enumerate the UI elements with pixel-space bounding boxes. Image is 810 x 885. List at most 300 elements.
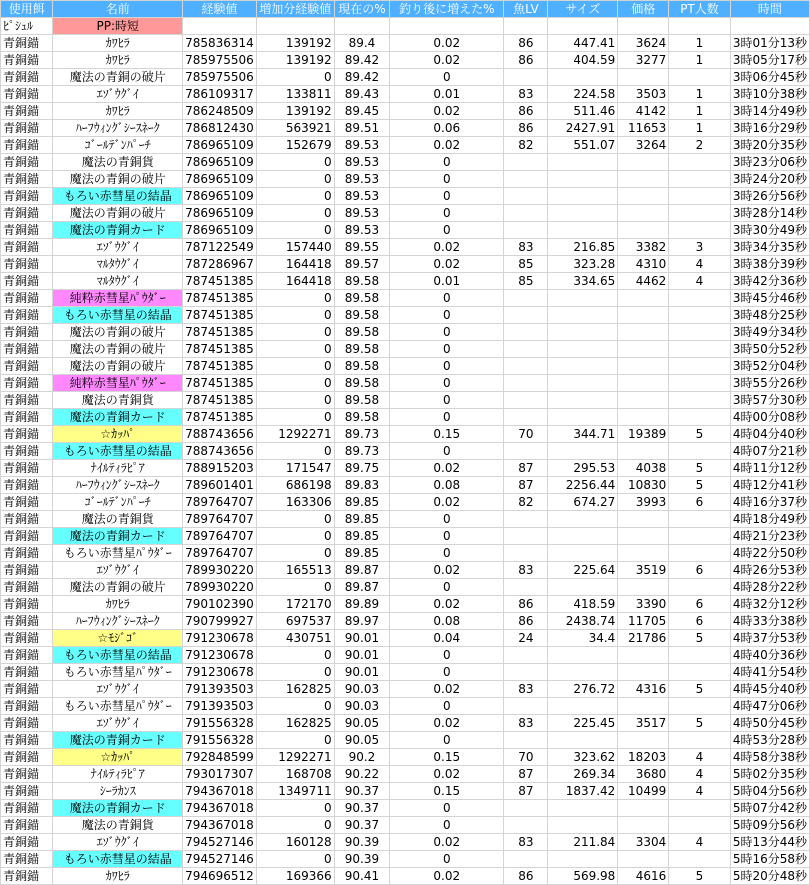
current-pct-cell[interactable]: 90.2 <box>334 749 390 766</box>
increase-pct-cell[interactable]: 0.15 <box>390 783 504 800</box>
size-cell[interactable] <box>548 205 618 222</box>
exp-cell[interactable]: 787451385 <box>183 290 257 307</box>
increase-pct-cell[interactable]: 0 <box>390 409 504 426</box>
bait-cell[interactable]: 青銅錨 <box>1 426 53 443</box>
size-cell[interactable] <box>548 409 618 426</box>
pt-count-cell[interactable] <box>669 171 731 188</box>
price-cell[interactable]: 3624 <box>618 35 669 52</box>
exp-cell[interactable]: 788915203 <box>183 460 257 477</box>
pt-count-cell[interactable] <box>669 324 731 341</box>
header-fish-lv[interactable]: 魚LV <box>504 1 548 18</box>
price-cell[interactable] <box>618 205 669 222</box>
current-pct-cell[interactable]: 89.58 <box>334 375 390 392</box>
time-cell[interactable]: 5時16分58秒 <box>730 851 809 868</box>
gain-exp-cell[interactable]: 139192 <box>256 35 334 52</box>
price-cell[interactable]: 21786 <box>618 630 669 647</box>
time-cell[interactable]: 3時49分34秒 <box>730 324 809 341</box>
increase-pct-cell[interactable]: 0.02 <box>390 52 504 69</box>
fish-lv-cell[interactable]: 83 <box>504 681 548 698</box>
time-cell[interactable]: 5時07分42秒 <box>730 800 809 817</box>
size-cell[interactable] <box>548 69 618 86</box>
increase-pct-cell[interactable]: 0.08 <box>390 477 504 494</box>
size-cell[interactable] <box>548 732 618 749</box>
current-pct-cell[interactable]: 89.85 <box>334 511 390 528</box>
increase-pct-cell[interactable]: 0 <box>390 800 504 817</box>
pt-count-cell[interactable]: 1 <box>669 103 731 120</box>
name-cell[interactable]: ｼｰﾗｶﾝｽ <box>53 783 183 800</box>
time-cell[interactable]: 3時50分52秒 <box>730 341 809 358</box>
bait-cell[interactable]: 青銅錨 <box>1 35 53 52</box>
exp-cell[interactable]: 792848599 <box>183 749 257 766</box>
fish-lv-cell[interactable] <box>504 222 548 239</box>
gain-exp-cell[interactable]: 0 <box>256 358 334 375</box>
price-cell[interactable] <box>618 409 669 426</box>
gain-exp-cell[interactable]: 0 <box>256 341 334 358</box>
time-cell[interactable]: 3時26分56秒 <box>730 188 809 205</box>
increase-pct-cell[interactable]: 0 <box>390 528 504 545</box>
bait-cell[interactable]: 青銅錨 <box>1 698 53 715</box>
increase-pct-cell[interactable]: 0 <box>390 188 504 205</box>
bait-cell[interactable]: 青銅錨 <box>1 834 53 851</box>
time-cell[interactable]: 3時38分39秒 <box>730 256 809 273</box>
increase-pct-cell[interactable]: 0.04 <box>390 630 504 647</box>
bait-cell[interactable]: 青銅錨 <box>1 647 53 664</box>
pt-count-cell[interactable]: 5 <box>669 681 731 698</box>
price-cell[interactable] <box>618 392 669 409</box>
increase-pct-cell[interactable]: 0 <box>390 290 504 307</box>
increase-pct-cell[interactable]: 0 <box>390 732 504 749</box>
fish-lv-cell[interactable] <box>504 341 548 358</box>
fish-lv-cell[interactable]: 24 <box>504 630 548 647</box>
gain-exp-cell[interactable]: 172170 <box>256 596 334 613</box>
name-cell[interactable]: ﾊｰﾌｳｨﾝｸﾞｼｰｽﾈｰｸ <box>53 477 183 494</box>
size-cell[interactable] <box>548 443 618 460</box>
time-cell[interactable]: 5時04分56秒 <box>730 783 809 800</box>
gain-exp-cell[interactable]: 171547 <box>256 460 334 477</box>
fish-lv-cell[interactable]: 82 <box>504 494 548 511</box>
bait-cell[interactable]: 青銅錨 <box>1 562 53 579</box>
table-cell[interactable] <box>548 18 618 35</box>
name-cell[interactable]: ｶﾜﾋﾗ <box>53 868 183 885</box>
pt-count-cell[interactable] <box>669 205 731 222</box>
size-cell[interactable]: 344.71 <box>548 426 618 443</box>
size-cell[interactable]: 224.58 <box>548 86 618 103</box>
bait-cell[interactable]: 青銅錨 <box>1 868 53 885</box>
price-cell[interactable] <box>618 358 669 375</box>
time-cell[interactable]: 4時53分28秒 <box>730 732 809 749</box>
exp-cell[interactable]: 794696512 <box>183 868 257 885</box>
header-exp[interactable]: 経験値 <box>183 1 257 18</box>
size-cell[interactable] <box>548 290 618 307</box>
increase-pct-cell[interactable]: 0 <box>390 698 504 715</box>
increase-pct-cell[interactable]: 0 <box>390 392 504 409</box>
header-gain-exp[interactable]: 増加分経験値 <box>256 1 334 18</box>
current-pct-cell[interactable]: 89.58 <box>334 290 390 307</box>
bait-cell[interactable]: 青銅錨 <box>1 851 53 868</box>
pt-count-cell[interactable]: 5 <box>669 426 731 443</box>
exp-cell[interactable]: 794527146 <box>183 834 257 851</box>
current-pct-cell[interactable]: 90.37 <box>334 800 390 817</box>
bait-cell[interactable]: 青銅錨 <box>1 392 53 409</box>
increase-pct-cell[interactable]: 0 <box>390 307 504 324</box>
time-cell[interactable]: 4時50分45秒 <box>730 715 809 732</box>
name-cell[interactable]: 魔法の青銅カード <box>53 409 183 426</box>
name-cell[interactable]: ﾊｰﾌｳｨﾝｸﾞｼｰｽﾈｰｸ <box>53 120 183 137</box>
table-cell[interactable] <box>618 18 669 35</box>
bait-cell[interactable]: 青銅錨 <box>1 307 53 324</box>
fish-lv-cell[interactable] <box>504 324 548 341</box>
pt-count-cell[interactable]: 4 <box>669 256 731 273</box>
time-cell[interactable]: 4時00分08秒 <box>730 409 809 426</box>
name-cell[interactable]: 魔法の青銅の破片 <box>53 205 183 222</box>
size-cell[interactable]: 276.72 <box>548 681 618 698</box>
pt-count-cell[interactable]: 2 <box>669 137 731 154</box>
pt-count-cell[interactable] <box>669 443 731 460</box>
pt-count-cell[interactable]: 1 <box>669 120 731 137</box>
exp-cell[interactable]: 793017307 <box>183 766 257 783</box>
current-pct-cell[interactable]: 90.05 <box>334 715 390 732</box>
fish-lv-cell[interactable]: 83 <box>504 562 548 579</box>
size-cell[interactable] <box>548 528 618 545</box>
current-pct-cell[interactable]: 90.39 <box>334 834 390 851</box>
pt-count-cell[interactable]: 5 <box>669 715 731 732</box>
fish-lv-cell[interactable] <box>504 545 548 562</box>
time-cell[interactable]: 3時23分06秒 <box>730 154 809 171</box>
name-cell[interactable]: ﾏﾙﾀｳｸﾞｲ <box>53 273 183 290</box>
fish-lv-cell[interactable] <box>504 69 548 86</box>
price-cell[interactable]: 3304 <box>618 834 669 851</box>
exp-cell[interactable]: 794367018 <box>183 817 257 834</box>
header-increase-pct[interactable]: 釣り後に増えた% <box>390 1 504 18</box>
fish-lv-cell[interactable] <box>504 171 548 188</box>
exp-cell[interactable]: 786965109 <box>183 222 257 239</box>
name-cell[interactable]: ﾅｲﾙﾃｨﾗﾋﾟｱ <box>53 460 183 477</box>
price-cell[interactable] <box>618 222 669 239</box>
fish-lv-cell[interactable]: 83 <box>504 86 548 103</box>
fish-lv-cell[interactable] <box>504 698 548 715</box>
name-cell[interactable]: ｴｿﾞｳｸﾞｲ <box>53 715 183 732</box>
time-cell[interactable]: 3時45分46秒 <box>730 290 809 307</box>
size-cell[interactable] <box>548 851 618 868</box>
gain-exp-cell[interactable]: 0 <box>256 307 334 324</box>
gain-exp-cell[interactable]: 0 <box>256 290 334 307</box>
pt-count-cell[interactable]: 6 <box>669 562 731 579</box>
bait-cell[interactable]: 青銅錨 <box>1 732 53 749</box>
name-cell[interactable]: ｶﾜﾋﾗ <box>53 596 183 613</box>
gain-exp-cell[interactable]: 0 <box>256 800 334 817</box>
header-price[interactable]: 価格 <box>618 1 669 18</box>
name-cell[interactable]: ｴｿﾞｳｸﾞｲ <box>53 681 183 698</box>
table-cell[interactable] <box>730 18 809 35</box>
fish-lv-cell[interactable]: 82 <box>504 137 548 154</box>
increase-pct-cell[interactable]: 0 <box>390 324 504 341</box>
current-pct-cell[interactable]: 90.39 <box>334 851 390 868</box>
size-cell[interactable]: 323.62 <box>548 749 618 766</box>
bait-cell[interactable]: 青銅錨 <box>1 222 53 239</box>
gain-exp-cell[interactable]: 164418 <box>256 273 334 290</box>
gain-exp-cell[interactable]: 0 <box>256 375 334 392</box>
name-cell[interactable]: 魔法の青銅カード <box>53 528 183 545</box>
fish-lv-cell[interactable]: 86 <box>504 596 548 613</box>
price-cell[interactable] <box>618 579 669 596</box>
exp-cell[interactable]: 786965109 <box>183 188 257 205</box>
gain-exp-cell[interactable]: 697537 <box>256 613 334 630</box>
size-cell[interactable]: 569.98 <box>548 868 618 885</box>
gain-exp-cell[interactable]: 0 <box>256 647 334 664</box>
exp-cell[interactable]: 787451385 <box>183 324 257 341</box>
name-cell[interactable]: ｶﾜﾋﾗ <box>53 103 183 120</box>
name-cell[interactable]: もろい赤彗星の結晶 <box>53 647 183 664</box>
pt-count-cell[interactable]: 4 <box>669 273 731 290</box>
time-cell[interactable]: 3時52分04秒 <box>730 358 809 375</box>
gain-exp-cell[interactable]: 0 <box>256 579 334 596</box>
name-cell[interactable]: もろい赤彗星の結晶 <box>53 307 183 324</box>
time-cell[interactable]: 3時06分45秒 <box>730 69 809 86</box>
current-pct-cell[interactable]: 89.53 <box>334 171 390 188</box>
name-cell[interactable]: 魔法の青銅カード <box>53 800 183 817</box>
size-cell[interactable] <box>548 324 618 341</box>
pt-count-cell[interactable]: 4 <box>669 766 731 783</box>
gain-exp-cell[interactable]: 0 <box>256 171 334 188</box>
current-pct-cell[interactable]: 90.37 <box>334 783 390 800</box>
gain-exp-cell[interactable]: 163306 <box>256 494 334 511</box>
exp-cell[interactable]: 787122549 <box>183 239 257 256</box>
name-cell[interactable]: ﾏﾙﾀｳｸﾞｲ <box>53 256 183 273</box>
time-cell[interactable]: 4時37分53秒 <box>730 630 809 647</box>
price-cell[interactable]: 4616 <box>618 868 669 885</box>
bait-cell[interactable]: 青銅錨 <box>1 154 53 171</box>
size-cell[interactable] <box>548 375 618 392</box>
price-cell[interactable] <box>618 69 669 86</box>
gain-exp-cell[interactable]: 168708 <box>256 766 334 783</box>
pt-count-cell[interactable] <box>669 69 731 86</box>
current-pct-cell[interactable]: 89.53 <box>334 188 390 205</box>
name-cell[interactable]: 魔法の青銅の破片 <box>53 171 183 188</box>
current-pct-cell[interactable]: 89.58 <box>334 324 390 341</box>
table-cell[interactable] <box>669 18 731 35</box>
time-cell[interactable]: 4時58分38秒 <box>730 749 809 766</box>
price-cell[interactable] <box>618 443 669 460</box>
current-pct-cell[interactable]: 90.22 <box>334 766 390 783</box>
time-cell[interactable]: 4時22分50秒 <box>730 545 809 562</box>
current-pct-cell[interactable]: 89.85 <box>334 545 390 562</box>
exp-cell[interactable]: 794367018 <box>183 800 257 817</box>
current-pct-cell[interactable]: 90.01 <box>334 630 390 647</box>
time-cell[interactable]: 3時01分13秒 <box>730 35 809 52</box>
price-cell[interactable] <box>618 528 669 545</box>
time-cell[interactable]: 4時41分54秒 <box>730 664 809 681</box>
increase-pct-cell[interactable]: 0.02 <box>390 137 504 154</box>
gain-exp-cell[interactable]: 139192 <box>256 103 334 120</box>
exp-cell[interactable]: 787451385 <box>183 375 257 392</box>
increase-pct-cell[interactable]: 0.02 <box>390 681 504 698</box>
time-cell[interactable]: 4時04分40秒 <box>730 426 809 443</box>
fish-lv-cell[interactable]: 87 <box>504 460 548 477</box>
increase-pct-cell[interactable]: 0 <box>390 154 504 171</box>
exp-cell[interactable]: 790102390 <box>183 596 257 613</box>
fish-lv-cell[interactable] <box>504 647 548 664</box>
price-cell[interactable] <box>618 698 669 715</box>
bait-cell[interactable]: 青銅錨 <box>1 749 53 766</box>
current-pct-cell[interactable]: 89.4 <box>334 35 390 52</box>
name-cell[interactable]: ｶﾜﾋﾗ <box>53 35 183 52</box>
bait-cell[interactable]: 青銅錨 <box>1 596 53 613</box>
size-cell[interactable] <box>548 154 618 171</box>
pt-count-cell[interactable] <box>669 528 731 545</box>
exp-cell[interactable]: 786965109 <box>183 137 257 154</box>
current-pct-cell[interactable]: 89.45 <box>334 103 390 120</box>
exp-cell[interactable]: 789930220 <box>183 562 257 579</box>
pt-count-cell[interactable] <box>669 664 731 681</box>
gain-exp-cell[interactable]: 1349711 <box>256 783 334 800</box>
time-cell[interactable]: 4時45分40秒 <box>730 681 809 698</box>
increase-pct-cell[interactable]: 0 <box>390 443 504 460</box>
name-cell[interactable]: ｶﾜﾋﾗ <box>53 52 183 69</box>
pt-count-cell[interactable]: 5 <box>669 477 731 494</box>
exp-cell[interactable]: 786812430 <box>183 120 257 137</box>
pt-count-cell[interactable]: 5 <box>669 868 731 885</box>
exp-cell[interactable]: 791230678 <box>183 664 257 681</box>
pt-count-cell[interactable] <box>669 307 731 324</box>
size-cell[interactable] <box>548 800 618 817</box>
price-cell[interactable]: 3680 <box>618 766 669 783</box>
fish-lv-cell[interactable] <box>504 732 548 749</box>
price-cell[interactable] <box>618 545 669 562</box>
header-current-pct[interactable]: 現在の% <box>334 1 390 18</box>
current-pct-cell[interactable]: 90.05 <box>334 732 390 749</box>
name-cell[interactable]: 魔法の青銅の破片 <box>53 358 183 375</box>
size-cell[interactable] <box>548 358 618 375</box>
bait-cell[interactable]: 青銅錨 <box>1 239 53 256</box>
time-cell[interactable]: 4時47分06秒 <box>730 698 809 715</box>
price-cell[interactable]: 3390 <box>618 596 669 613</box>
table-cell[interactable] <box>504 18 548 35</box>
name-cell[interactable]: ﾅｲﾙﾃｨﾗﾋﾟｱ <box>53 766 183 783</box>
exp-cell[interactable]: 786248509 <box>183 103 257 120</box>
name-cell[interactable]: 魔法の青銅の破片 <box>53 69 183 86</box>
header-time[interactable]: 時間 <box>730 1 809 18</box>
exp-cell[interactable]: 786965109 <box>183 171 257 188</box>
pt-count-cell[interactable]: 6 <box>669 494 731 511</box>
exp-cell[interactable]: 794367018 <box>183 783 257 800</box>
time-cell[interactable]: 3時55分26秒 <box>730 375 809 392</box>
name-cell[interactable]: もろい赤彗星ﾊﾟｳﾀﾞｰ <box>53 698 183 715</box>
name-cell[interactable]: ☆ｶｯﾊﾟ <box>53 749 183 766</box>
price-cell[interactable] <box>618 664 669 681</box>
current-pct-cell[interactable]: 89.53 <box>334 222 390 239</box>
price-cell[interactable]: 4038 <box>618 460 669 477</box>
price-cell[interactable] <box>618 154 669 171</box>
current-pct-cell[interactable]: 89.42 <box>334 69 390 86</box>
current-pct-cell[interactable]: 89.87 <box>334 579 390 596</box>
price-cell[interactable] <box>618 647 669 664</box>
bait-cell[interactable]: 青銅錨 <box>1 375 53 392</box>
size-cell[interactable] <box>548 307 618 324</box>
size-cell[interactable]: 511.46 <box>548 103 618 120</box>
gain-exp-cell[interactable]: 157440 <box>256 239 334 256</box>
current-pct-cell[interactable]: 89.83 <box>334 477 390 494</box>
fish-lv-cell[interactable] <box>504 205 548 222</box>
fish-lv-cell[interactable] <box>504 358 548 375</box>
bait-cell[interactable]: 青銅錨 <box>1 783 53 800</box>
name-cell[interactable]: 魔法の青銅カード <box>53 222 183 239</box>
gain-exp-cell[interactable]: 165513 <box>256 562 334 579</box>
time-cell[interactable]: 4時21分23秒 <box>730 528 809 545</box>
bait-cell[interactable]: 青銅錨 <box>1 443 53 460</box>
increase-pct-cell[interactable]: 0.15 <box>390 749 504 766</box>
time-cell[interactable]: 3時16分29秒 <box>730 120 809 137</box>
bait-cell[interactable]: 青銅錨 <box>1 511 53 528</box>
price-cell[interactable] <box>618 817 669 834</box>
pt-count-cell[interactable] <box>669 222 731 239</box>
header-name[interactable]: 名前 <box>53 1 183 18</box>
name-cell[interactable]: ｴｿﾞｳｸﾞｲ <box>53 86 183 103</box>
exp-cell[interactable]: 786965109 <box>183 154 257 171</box>
subheader-pp[interactable]: PP:時短 <box>53 18 183 35</box>
gain-exp-cell[interactable]: 0 <box>256 511 334 528</box>
increase-pct-cell[interactable]: 0.02 <box>390 868 504 885</box>
size-cell[interactable]: 404.59 <box>548 52 618 69</box>
size-cell[interactable] <box>548 171 618 188</box>
price-cell[interactable]: 4462 <box>618 273 669 290</box>
size-cell[interactable] <box>548 392 618 409</box>
bait-cell[interactable]: 青銅錨 <box>1 545 53 562</box>
gain-exp-cell[interactable]: 152679 <box>256 137 334 154</box>
current-pct-cell[interactable]: 89.55 <box>334 239 390 256</box>
header-pt-count[interactable]: PT人数 <box>669 1 731 18</box>
time-cell[interactable]: 3時20分35秒 <box>730 137 809 154</box>
increase-pct-cell[interactable]: 0.02 <box>390 460 504 477</box>
size-cell[interactable]: 674.27 <box>548 494 618 511</box>
size-cell[interactable]: 2427.91 <box>548 120 618 137</box>
increase-pct-cell[interactable]: 0.02 <box>390 256 504 273</box>
fish-lv-cell[interactable] <box>504 851 548 868</box>
current-pct-cell[interactable]: 89.58 <box>334 409 390 426</box>
current-pct-cell[interactable]: 89.58 <box>334 341 390 358</box>
gain-exp-cell[interactable]: 430751 <box>256 630 334 647</box>
gain-exp-cell[interactable]: 0 <box>256 205 334 222</box>
pt-count-cell[interactable] <box>669 545 731 562</box>
increase-pct-cell[interactable]: 0.02 <box>390 715 504 732</box>
time-cell[interactable]: 3時48分25秒 <box>730 307 809 324</box>
current-pct-cell[interactable]: 89.43 <box>334 86 390 103</box>
exp-cell[interactable]: 785836314 <box>183 35 257 52</box>
exp-cell[interactable]: 787451385 <box>183 341 257 358</box>
current-pct-cell[interactable]: 89.58 <box>334 307 390 324</box>
name-cell[interactable]: 純粋赤彗星ﾊﾟｳﾀﾞｰ <box>53 375 183 392</box>
price-cell[interactable]: 11653 <box>618 120 669 137</box>
size-cell[interactable]: 225.64 <box>548 562 618 579</box>
increase-pct-cell[interactable]: 0 <box>390 817 504 834</box>
gain-exp-cell[interactable]: 169366 <box>256 868 334 885</box>
current-pct-cell[interactable]: 89.58 <box>334 273 390 290</box>
current-pct-cell[interactable]: 90.03 <box>334 681 390 698</box>
time-cell[interactable]: 3時05分17秒 <box>730 52 809 69</box>
fish-lv-cell[interactable]: 86 <box>504 868 548 885</box>
name-cell[interactable]: もろい赤彗星の結晶 <box>53 851 183 868</box>
price-cell[interactable] <box>618 511 669 528</box>
size-cell[interactable] <box>548 647 618 664</box>
bait-cell[interactable]: 青銅錨 <box>1 766 53 783</box>
price-cell[interactable] <box>618 171 669 188</box>
size-cell[interactable] <box>548 511 618 528</box>
fish-lv-cell[interactable] <box>504 528 548 545</box>
bait-cell[interactable]: 青銅錨 <box>1 256 53 273</box>
current-pct-cell[interactable]: 90.03 <box>334 698 390 715</box>
time-cell[interactable]: 4時26分53秒 <box>730 562 809 579</box>
bait-cell[interactable]: 青銅錨 <box>1 630 53 647</box>
current-pct-cell[interactable]: 89.75 <box>334 460 390 477</box>
